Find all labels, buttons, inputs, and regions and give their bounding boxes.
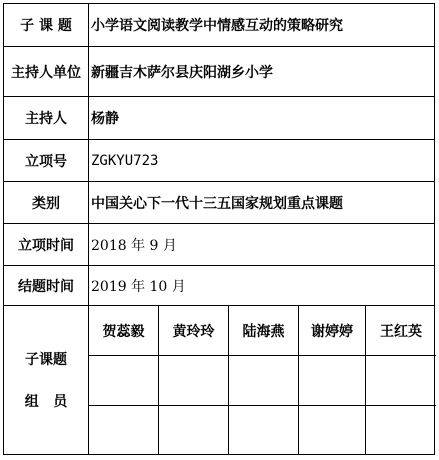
members-label <box>4 306 89 454</box>
subtopic-value: 小学语文阅读教学中情感互动的策略研究 <box>91 18 343 34</box>
category-label: 类别 <box>4 182 89 223</box>
members-label-line2: 组 员 <box>24 394 68 410</box>
member-empty-cell <box>89 356 159 406</box>
host-value: 杨静 <box>91 111 119 127</box>
member-empty-cell <box>299 356 366 406</box>
project-number-value: ZGKYU723 <box>91 152 159 169</box>
member-name-cell: 陆海燕 <box>229 306 299 356</box>
subtopic-label: 子 课 题 <box>4 4 89 46</box>
host-label: 主持人 <box>4 97 89 139</box>
row-subtopic <box>4 4 434 47</box>
members-grid <box>89 306 434 454</box>
member-empty-cell <box>159 406 229 455</box>
member-empty-cell <box>229 406 299 455</box>
row-start-date <box>4 224 434 266</box>
member-empty-cell <box>366 406 436 455</box>
row-project-number <box>4 140 434 182</box>
row-host <box>4 97 434 140</box>
row-host-unit <box>4 47 434 97</box>
members-label-line1: 子课题 <box>25 352 67 368</box>
category-value: 中国关心下一代十三五国家规划重点课题 <box>91 195 343 212</box>
row-end-date <box>4 266 434 306</box>
start-date-value: 2018 年 9 月 <box>91 237 177 254</box>
member-name-cell: 王红英 <box>366 306 436 356</box>
member-name-cell: 谢婷婷 <box>299 306 366 356</box>
member-empty-cell <box>229 356 299 406</box>
project-info-table <box>3 3 435 455</box>
end-date-value: 2019 年 10 月 <box>91 278 186 295</box>
host-unit-label: 主持人单位 <box>4 47 89 96</box>
start-date-label: 立项时间 <box>4 224 89 265</box>
end-date-label: 结题时间 <box>4 266 89 305</box>
member-name-cell: 贺蕊毅 <box>89 306 159 356</box>
member-empty-cell <box>299 406 366 455</box>
project-number-label: 立项号 <box>4 140 89 181</box>
host-unit-value: 新疆吉木萨尔县庆阳湖乡小学 <box>91 64 273 81</box>
row-category <box>4 182 434 224</box>
member-empty-cell <box>366 356 436 406</box>
member-empty-cell <box>159 356 229 406</box>
member-name-cell: 黄玲玲 <box>159 306 229 356</box>
member-empty-cell <box>89 406 159 455</box>
